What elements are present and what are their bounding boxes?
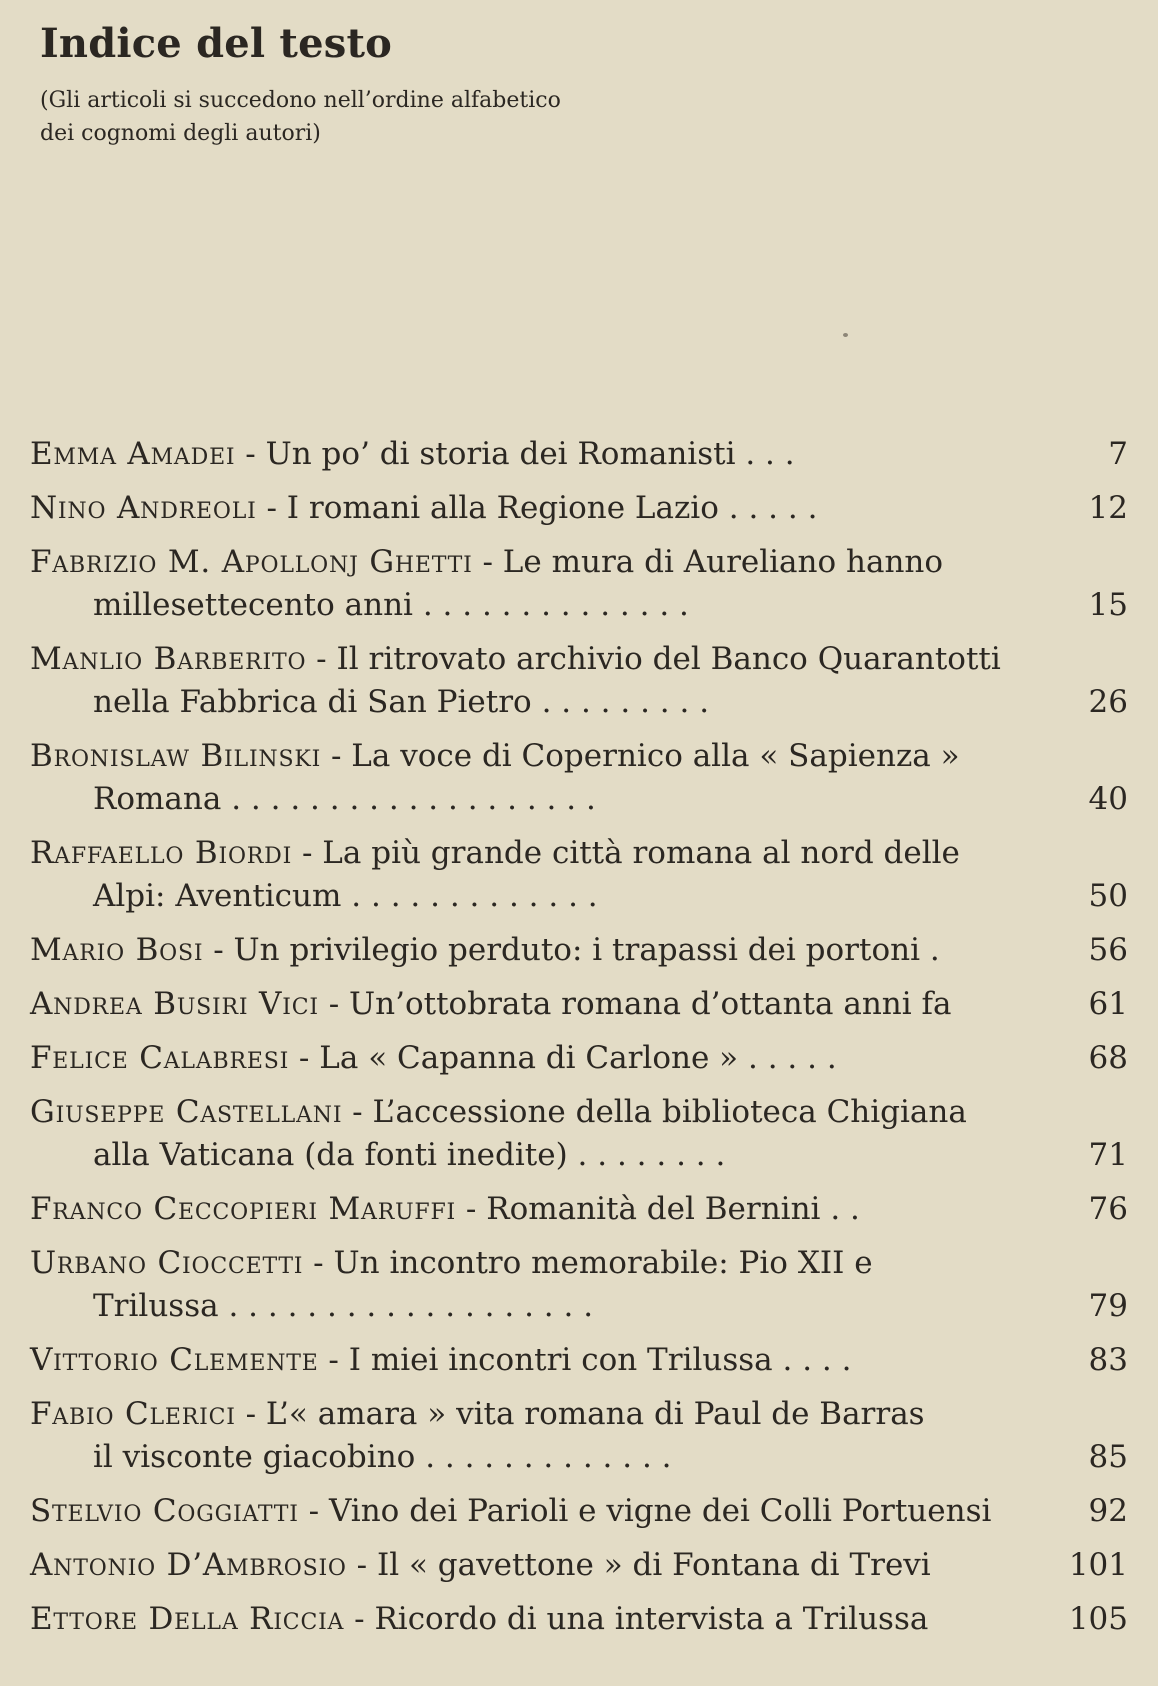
dot-leader: . . . .: [782, 1342, 852, 1378]
entry-title: La « Capanna di Carlone »: [319, 1040, 739, 1076]
dot-leader: . . .: [745, 436, 795, 472]
entry-page-number: 40: [1088, 781, 1128, 817]
entry-title: L’« amara » vita romana di Paul de Barras: [265, 1396, 925, 1432]
entry-text: Nino Andreoli - I romani alla Regione Lazio . . . . .: [30, 490, 818, 526]
paper-speck: [843, 333, 848, 337]
entry-page-number: 61: [1088, 986, 1128, 1022]
toc-entry: [30, 1339, 1128, 1382]
toc-entry: [30, 929, 1128, 972]
entry-title: La voce di Copernico alla « Sapienza »: [351, 738, 960, 774]
entry-author: Fabrizio M. Apollonj Ghetti: [30, 544, 473, 580]
entry-text: Andrea Busiri Vici - Un’ottobrata romana d’ottanta anni fa: [30, 986, 952, 1022]
entry-title-continuation-text: Alpi: Aventicum: [93, 878, 342, 914]
entry-author: Nino Andreoli: [30, 490, 257, 526]
entry-page-number: 79: [1088, 1288, 1128, 1324]
dot-leader: . . . . . . . . .: [541, 684, 710, 720]
entry-page-number: 83: [1088, 1342, 1128, 1378]
subtitle-line-2: dei cognomi degli autori): [40, 121, 321, 146]
entry-author: Ettore Della Riccia: [30, 1601, 345, 1637]
entry-title: Le mura di Aureliano hanno: [502, 544, 944, 580]
entry-title-continuation: [30, 1285, 1020, 1328]
entry-title-continuation-text: Romana: [93, 781, 222, 817]
toc-entry: [30, 983, 1128, 1026]
dot-leader: . . . . . . . . . . . . . . . . . . .: [228, 1288, 594, 1324]
entry-title: La più grande città romana al nord delle: [322, 835, 960, 871]
page-subtitle: [40, 84, 660, 150]
entry-author: Mario Bosi: [30, 932, 204, 968]
dot-leader: . . . . .: [728, 490, 818, 526]
entry-title: Romanità del Bernini: [486, 1191, 821, 1227]
entry-author: Vittorio Clemente: [30, 1342, 319, 1378]
entry-title-continuation-text: il visconte giacobino: [93, 1439, 416, 1475]
entry-title: Ricordo di una intervista a Trilussa: [374, 1601, 929, 1637]
entry-title-continuation-text: millesettecento anni: [93, 587, 413, 623]
entry-title-continuation: [30, 1134, 1020, 1177]
entry-title-continuation: [30, 875, 1020, 918]
entry-text: Stelvio Coggiatti - Vino dei Parioli e vigne dei Colli Portuensi: [30, 1493, 992, 1529]
entry-author: Andrea Busiri Vici: [30, 986, 319, 1022]
subtitle-line-1: (Gli articoli si succedono nell’ordine alfabetico: [40, 88, 561, 113]
table-of-contents: [30, 433, 1128, 1652]
toc-entry: [30, 1091, 1128, 1177]
toc-entry: [30, 1544, 1128, 1587]
toc-entry: [30, 832, 1128, 918]
entry-page-number: 71: [1088, 1137, 1128, 1173]
entry-page-number: 56: [1088, 932, 1128, 968]
entry-text: Bronislaw Bilinski - La voce di Copernico alla « Sapienza » Romana . . . . . . . . . . . . . . . . . . .: [30, 735, 1020, 821]
toc-entry: [30, 638, 1128, 724]
toc-entry: [30, 1242, 1128, 1328]
entry-title-continuation: [30, 584, 1020, 627]
entry-author: Manlio Barberito: [30, 641, 307, 677]
entry-page-number: 101: [1068, 1547, 1128, 1583]
dot-leader: . . . . . . . .: [577, 1137, 726, 1173]
entry-page-number: 92: [1088, 1493, 1128, 1529]
entry-author: Franco Ceccopieri Maruffi: [30, 1191, 457, 1227]
entry-page-number: 15: [1088, 587, 1128, 623]
toc-entry: [30, 735, 1128, 821]
entry-title: Un’ottobrata romana d’ottanta anni fa: [349, 986, 952, 1022]
dot-leader: . . . . .: [748, 1040, 837, 1076]
entry-text: Fabio Clerici - L’« amara » vita romana di Paul de Barras il visconte giacobino . . . . . . . . . . . . .: [30, 1393, 1020, 1479]
entry-author: Bronislaw Bilinski: [30, 738, 322, 774]
entry-text: Felice Calabresi - La « Capanna di Carlone » . . . . .: [30, 1040, 837, 1076]
entry-title-continuation-text: alla Vaticana (da fonti inedite): [93, 1137, 568, 1173]
entry-page-number: 68: [1088, 1040, 1128, 1076]
entry-text: Emma Amadei - Un po’ di storia dei Romanisti . . .: [30, 436, 795, 472]
entry-title: Un privilegio perduto: i trapassi dei portoni: [233, 932, 920, 968]
entry-author: Raffaello Biordi: [30, 835, 293, 871]
entry-text: Vittorio Clemente - I miei incontri con Trilussa . . . .: [30, 1342, 852, 1378]
entry-page-number: 76: [1088, 1191, 1128, 1227]
toc-entry: [30, 433, 1128, 476]
entry-page-number: 85: [1088, 1439, 1128, 1475]
entry-title-continuation-text: nella Fabbrica di San Pietro: [93, 684, 532, 720]
dot-leader: .: [929, 932, 940, 968]
dot-leader: . . . . . . . . . . . . . .: [422, 587, 689, 623]
entry-title: I romani alla Regione Lazio: [286, 490, 719, 526]
toc-entry: [30, 541, 1128, 627]
entry-author: Giuseppe Castellani: [30, 1094, 343, 1130]
dot-leader: . . . . . . . . . . . . . . . . . . .: [231, 781, 596, 817]
dot-leader: . . . . . . . . . . . . .: [351, 878, 598, 914]
entry-author: Stelvio Coggiatti: [30, 1493, 299, 1529]
entry-title: Il « gavettone » di Fontana di Trevi: [376, 1547, 931, 1583]
toc-entry: [30, 1188, 1128, 1231]
entry-page-number: 26: [1088, 684, 1128, 720]
entry-text: Mario Bosi - Un privilegio perduto: i trapassi dei portoni .: [30, 932, 940, 968]
toc-entry: [30, 1490, 1128, 1533]
toc-entry: [30, 1393, 1128, 1479]
entry-title: Il ritrovato archivio del Banco Quarantotti: [336, 641, 1001, 677]
entry-title-continuation: [30, 681, 1020, 724]
toc-entry: [30, 487, 1128, 530]
entry-title: L’accessione della biblioteca Chigiana: [372, 1094, 967, 1130]
entry-author: Fabio Clerici: [30, 1396, 236, 1432]
entry-text: Manlio Barberito - Il ritrovato archivio del Banco Quarantotti nella Fabbrica di San Pietro . . . . . . . . .: [30, 638, 1020, 724]
entry-title: Vino dei Parioli e vigne dei Colli Portuensi: [328, 1493, 992, 1529]
entry-text: Urbano Cioccetti - Un incontro memorabile: Pio XII e Trilussa . . . . . . . . . . . . . . . . . . .: [30, 1242, 1020, 1328]
entry-text: Raffaello Biordi - La più grande città romana al nord delle Alpi: Aventicum . . . . . . . . . . . . .: [30, 832, 1020, 918]
entry-text: Fabrizio M. Apollonj Ghetti - Le mura di Aureliano hanno millesettecento anni . . . . . . . . . . . . . .: [30, 541, 1020, 627]
entry-page-number: 12: [1088, 490, 1128, 526]
toc-entry: [30, 1037, 1128, 1080]
entry-title: I miei incontri con Trilussa: [348, 1342, 773, 1378]
entry-text: Ettore Della Riccia - Ricordo di una intervista a Trilussa: [30, 1601, 929, 1637]
page-title: Indice del testo: [40, 20, 393, 67]
entry-title: Un incontro memorabile: Pio XII e: [333, 1245, 873, 1281]
entry-text: Franco Ceccopieri Maruffi - Romanità del Bernini . .: [30, 1191, 860, 1227]
entry-title-continuation: [30, 778, 1020, 821]
entry-title: Un po’ di storia dei Romanisti: [265, 436, 736, 472]
entry-page-number: 7: [1108, 436, 1128, 472]
entry-author: Antonio D’Ambrosio: [30, 1547, 347, 1583]
toc-entry: [30, 1598, 1128, 1641]
dot-leader: . .: [830, 1191, 860, 1227]
entry-text: Antonio D’Ambrosio - Il « gavettone » di Fontana di Trevi: [30, 1547, 931, 1583]
entry-author: Emma Amadei: [30, 436, 236, 472]
dot-leader: . . . . . . . . . . . . .: [425, 1439, 672, 1475]
entry-page-number: 50: [1088, 878, 1128, 914]
entry-title-continuation-text: Trilussa: [93, 1288, 219, 1324]
entry-text: Giuseppe Castellani - L’accessione della biblioteca Chigiana alla Vaticana (da fonti inedite) . . . . . . . .: [30, 1091, 1020, 1177]
entry-author: Urbano Cioccetti: [30, 1245, 304, 1281]
entry-title-continuation: [30, 1436, 1020, 1479]
entry-author: Felice Calabresi: [30, 1040, 290, 1076]
entry-page-number: 105: [1068, 1601, 1128, 1637]
